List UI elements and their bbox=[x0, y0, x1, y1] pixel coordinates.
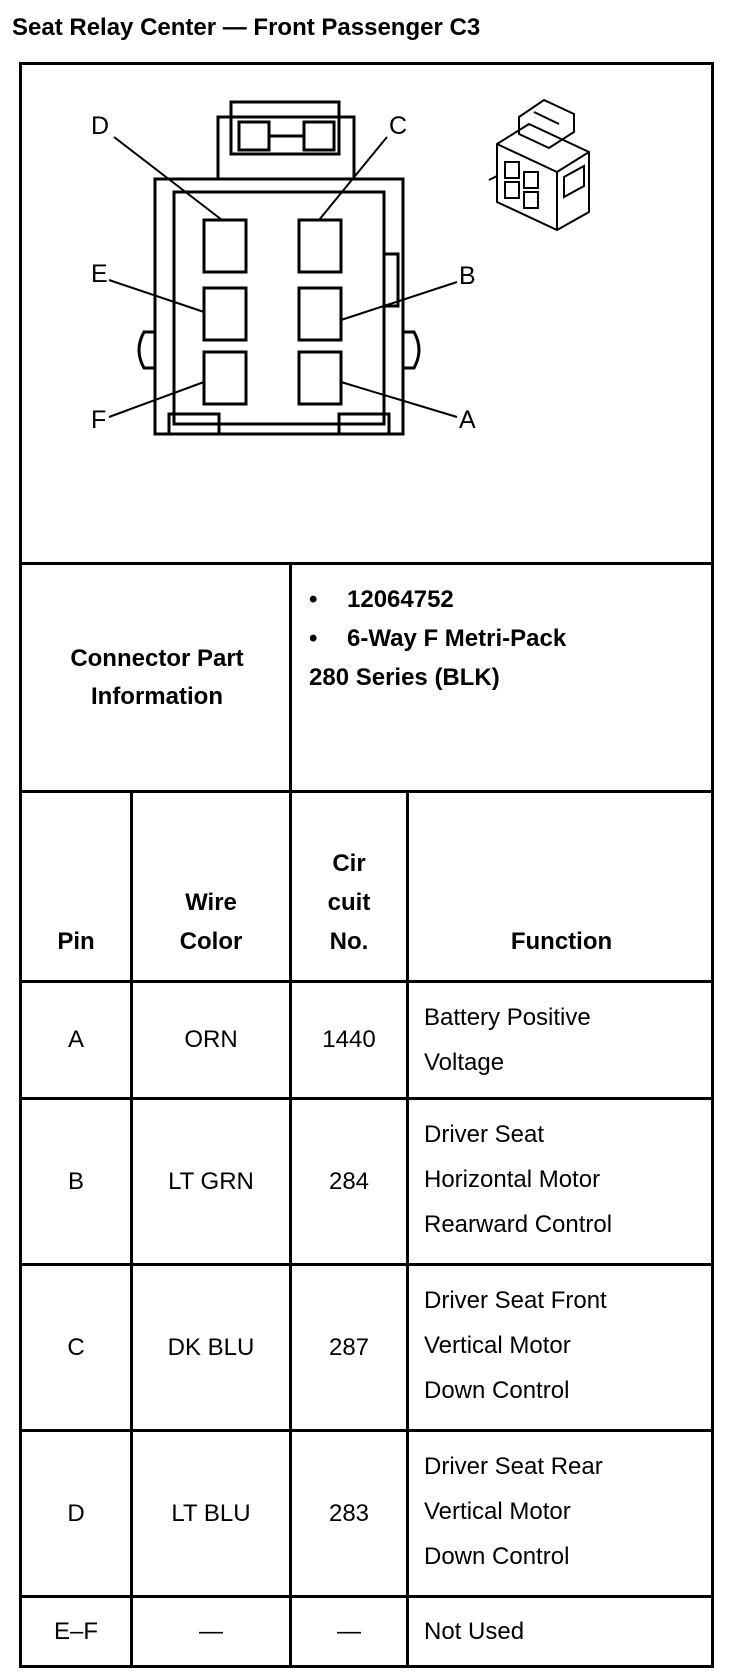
connector-face-diagram bbox=[19, 62, 714, 562]
cavity-d bbox=[204, 220, 246, 272]
header-circuit-no: Cir cuit No. bbox=[327, 850, 371, 955]
table-row-function: Driver Seat Front Vertical Motor Down Control bbox=[424, 1287, 607, 1404]
table-row-function: Not Used bbox=[424, 1618, 525, 1645]
table-row-wire: — bbox=[199, 1617, 223, 1645]
table-row-pin: A bbox=[67, 1026, 84, 1053]
connector-type: 6-Way F Metri-Pack bbox=[347, 625, 567, 652]
callout-a: A bbox=[459, 406, 476, 434]
connector-latch-inner bbox=[231, 102, 339, 154]
header-function: Function bbox=[510, 928, 613, 955]
callout-d: D bbox=[91, 112, 110, 140]
callout-f: F bbox=[91, 406, 107, 434]
part-number: 12064752 bbox=[347, 586, 454, 613]
cavity-c bbox=[299, 220, 341, 272]
table-row-circuit: 283 bbox=[328, 1499, 370, 1527]
table-row-circuit: 1440 bbox=[322, 1026, 376, 1053]
table-row-pin: C bbox=[67, 1333, 85, 1361]
table-row-circuit: — bbox=[337, 1617, 361, 1645]
table-row-function: Driver Seat Rear Vertical Motor Down Control bbox=[424, 1453, 603, 1570]
connector-body bbox=[155, 179, 403, 434]
connector-part-information-label: Connector Part Information bbox=[70, 644, 244, 710]
connector-part-information-values: • 12064752 • 6-Way F Metri-Pack 280 Series (BLK) bbox=[309, 580, 566, 697]
rule bbox=[19, 790, 714, 793]
connector-series: 280 Series (BLK) bbox=[309, 664, 500, 691]
callout-c: C bbox=[389, 112, 408, 140]
table-row-function: Battery Positive Voltage bbox=[424, 1004, 591, 1076]
table-row-circuit: 284 bbox=[328, 1167, 370, 1195]
table-row-pin: E–F bbox=[53, 1617, 98, 1645]
callout-b: B bbox=[459, 262, 476, 290]
table-row-wire: ORN bbox=[184, 1026, 238, 1053]
table-row-wire: LT GRN bbox=[168, 1167, 254, 1195]
page-title: Seat Relay Center — Front Passenger C3 bbox=[12, 14, 481, 41]
table-row-pin: B bbox=[67, 1167, 84, 1195]
header-wire-color: Wire Color bbox=[179, 889, 243, 955]
table-row-wire: LT BLU bbox=[171, 1499, 251, 1527]
callout-e: E bbox=[91, 260, 108, 288]
table-row-wire: DK BLU bbox=[167, 1333, 255, 1361]
table-row-function: Driver Seat Horizontal Motor Rearward Control bbox=[424, 1121, 613, 1238]
cavity-e bbox=[204, 288, 246, 340]
cavity-b bbox=[299, 288, 341, 340]
table-row-circuit: 287 bbox=[328, 1333, 370, 1361]
cavity-a bbox=[299, 352, 341, 404]
right-lock-tab bbox=[403, 332, 419, 368]
connector-iso-view bbox=[489, 100, 589, 230]
cavity-f bbox=[204, 352, 246, 404]
left-lock-tab bbox=[139, 332, 155, 368]
header-pin: Pin bbox=[57, 928, 95, 955]
table-row-pin: D bbox=[67, 1499, 85, 1527]
